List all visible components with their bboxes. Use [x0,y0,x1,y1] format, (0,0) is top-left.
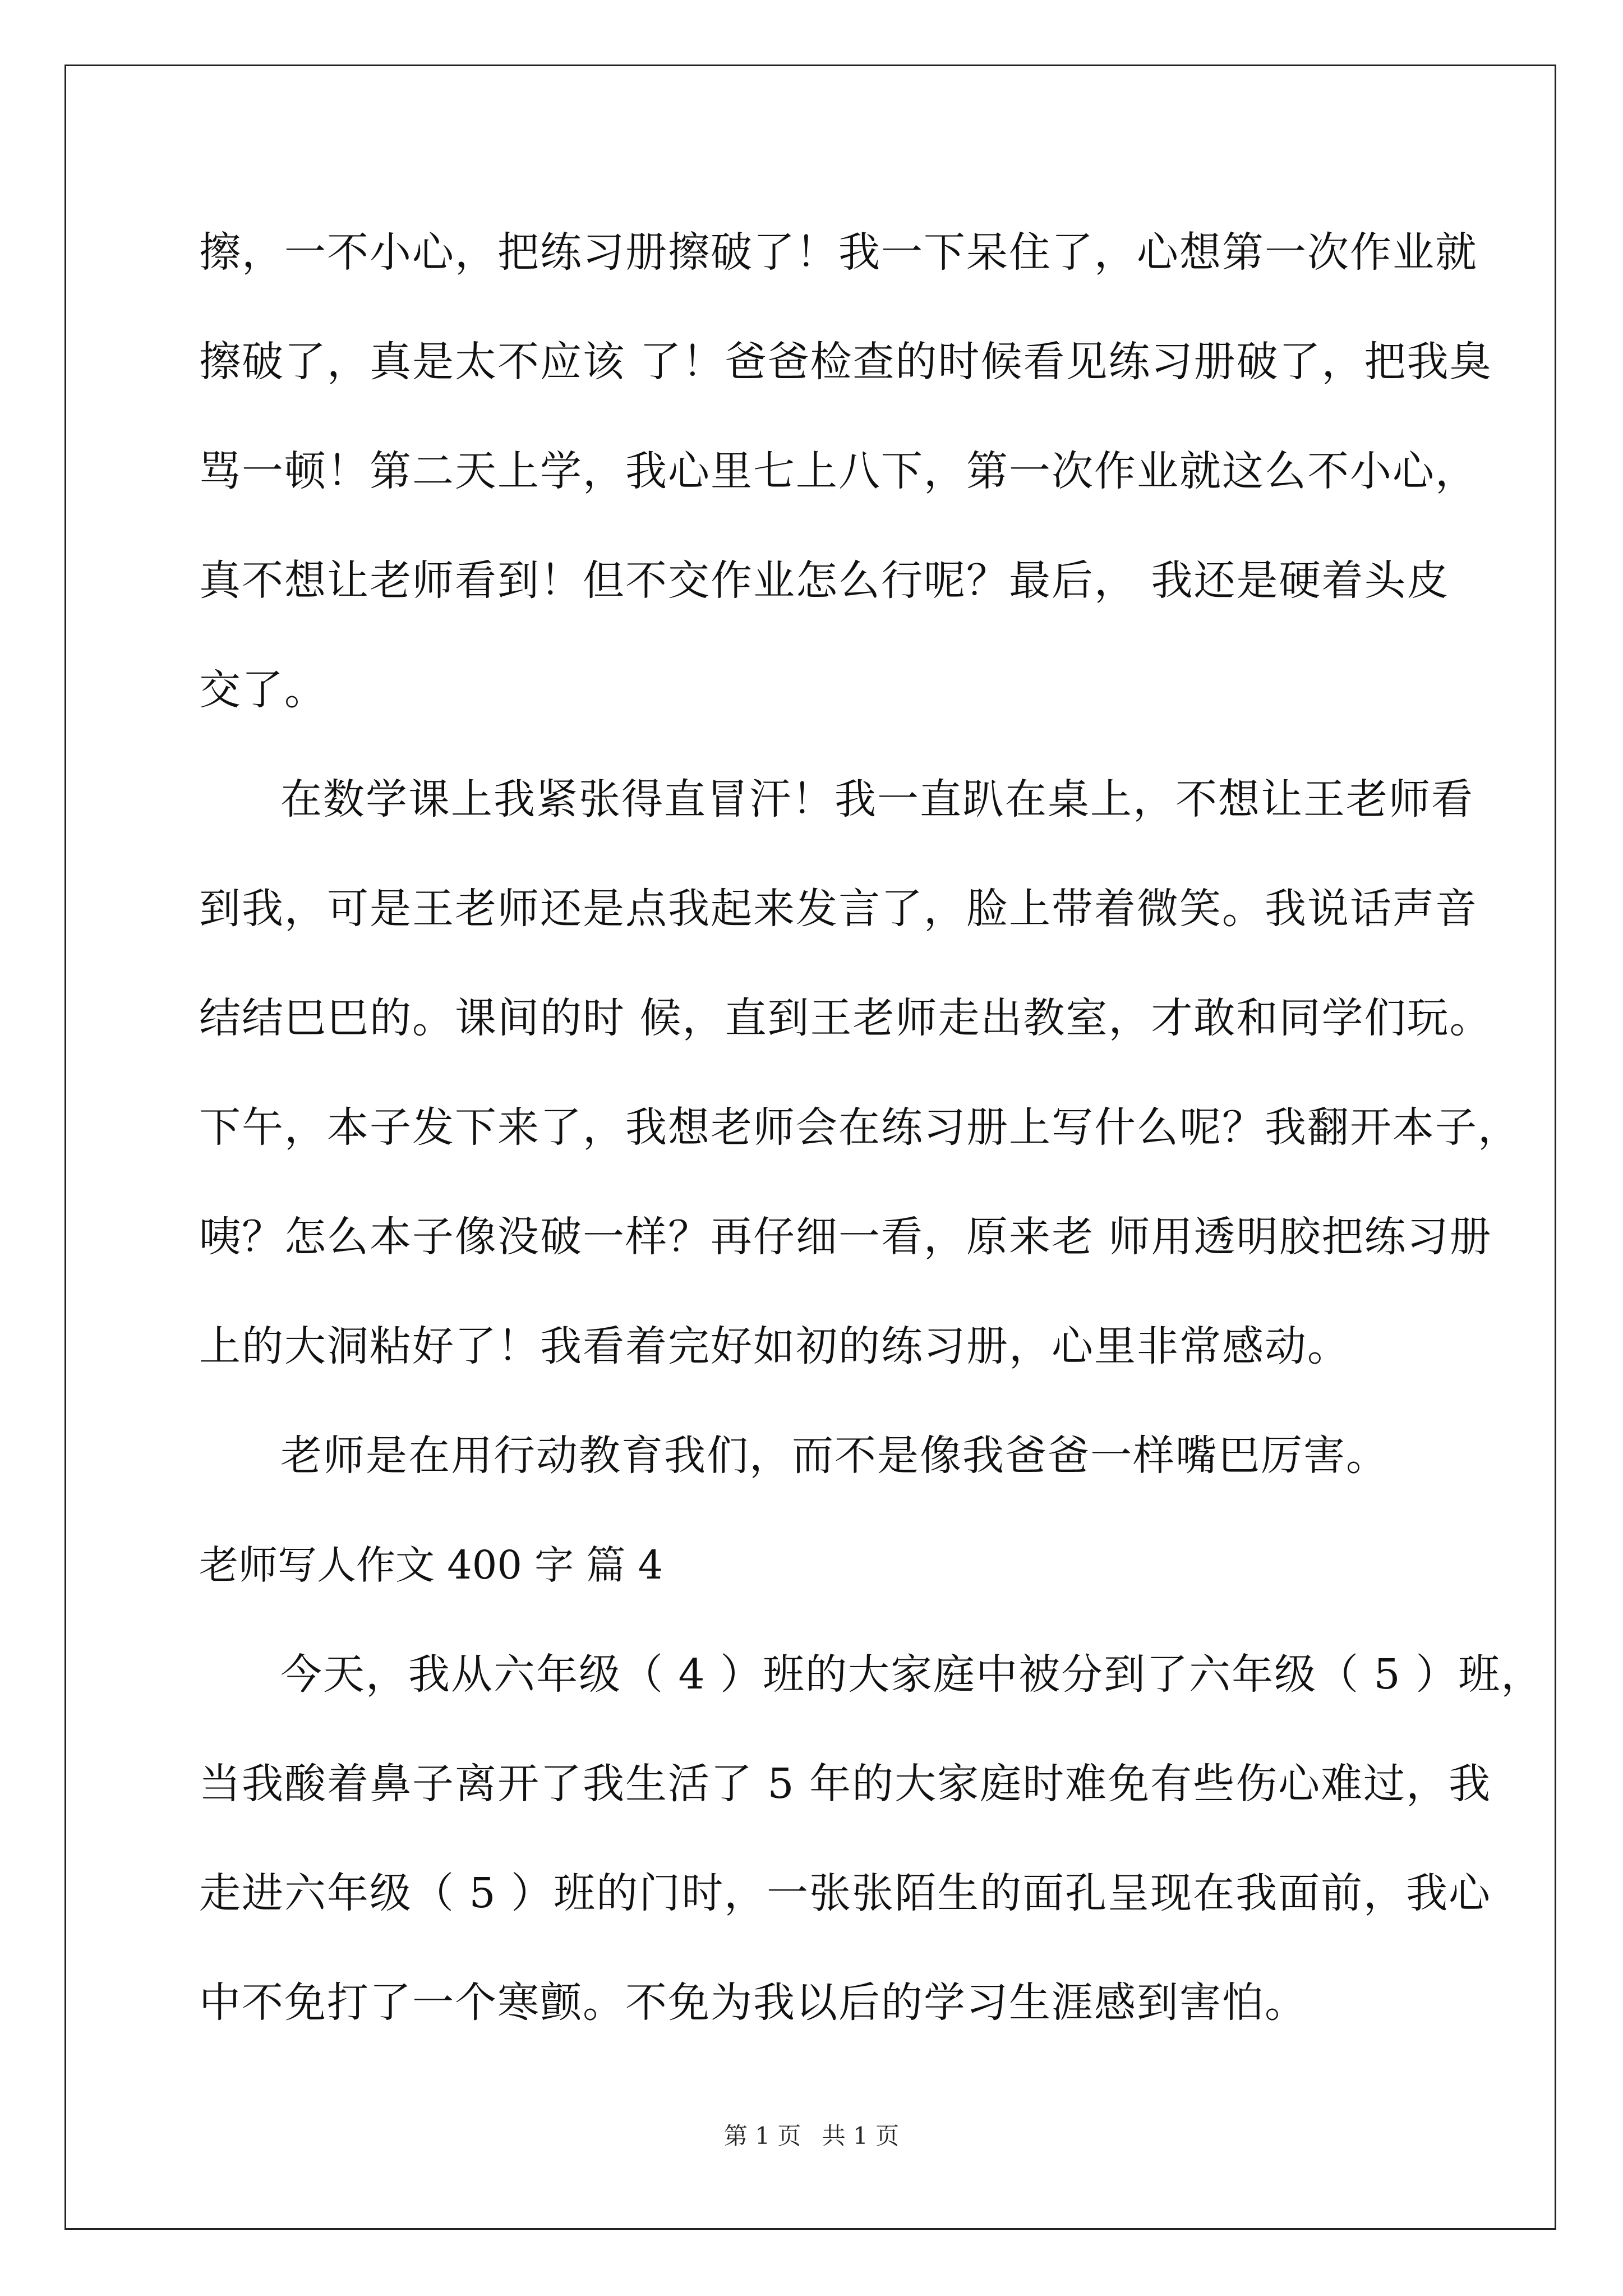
text-line: 当我酸着鼻子离开了我生活了 5 年的大家庭时难免有些伤心难过，我 [199,1760,1492,1808]
text-line: 在数学课上我紧张得直冒汗！我一直趴在桌上，不想让王老师看 [280,775,1474,823]
text-line: 擦，一不小心，把练习册擦破了！我一下呆住了，心想第一次作业就 [199,228,1478,277]
text-line: 擦破了，真是太不应该 了！爸爸检查的时候看见练习册破了，把我臭 [199,338,1492,386]
text-line: 下午，本子发下来了，我想老师会在练习册上写什么呢？我翻开本子， [199,1103,1520,1152]
page-footer [0,2119,1623,2153]
text-line: 结结巴巴的。课间的时 候，直到王老师走出教室，才敢和同学们玩。 [199,994,1492,1042]
text-line: 交了。 [199,666,327,714]
page-total: 共 1 页 [822,2122,900,2150]
text-line: 上的大洞粘好了！我看着完好如初的练习册，心里非常感动。 [199,1322,1350,1370]
text-line: 今天，我从六年级（ 4 ）班的大家庭中被分到了六年级（ 5 ）班， [280,1650,1544,1699]
text-line: 真不想让老师看到！但不交作业怎么行呢？最后， 我还是硬着头皮 [199,556,1450,605]
text-line: 到我，可是王老师还是点我起来发言了，脸上带着微笑。我说话声音 [199,885,1478,933]
text-line: 走进六年级（ 5 ）班的门时，一张张陌生的面孔呈现在我面前，我心 [199,1869,1492,1917]
section-heading: 老师写人作文 400 字 篇 4 [199,1542,663,1588]
text-line: 老师是在用行动教育我们，而不是像我爸爸一样嘴巴厉害。 [280,1432,1389,1480]
text-line: 咦？怎么本子像没破一样？再仔细一看，原来老 师用透明胶把练习册 [199,1213,1492,1261]
text-line: 中不免打了一个寒颤。不免为我以后的学习生涯感到害怕。 [199,1978,1307,2027]
text-line: 骂一顿！第二天上学，我心里七上八下，第一次作业就这么不小心， [199,447,1478,495]
page-number: 第 1 页 [723,2122,801,2150]
